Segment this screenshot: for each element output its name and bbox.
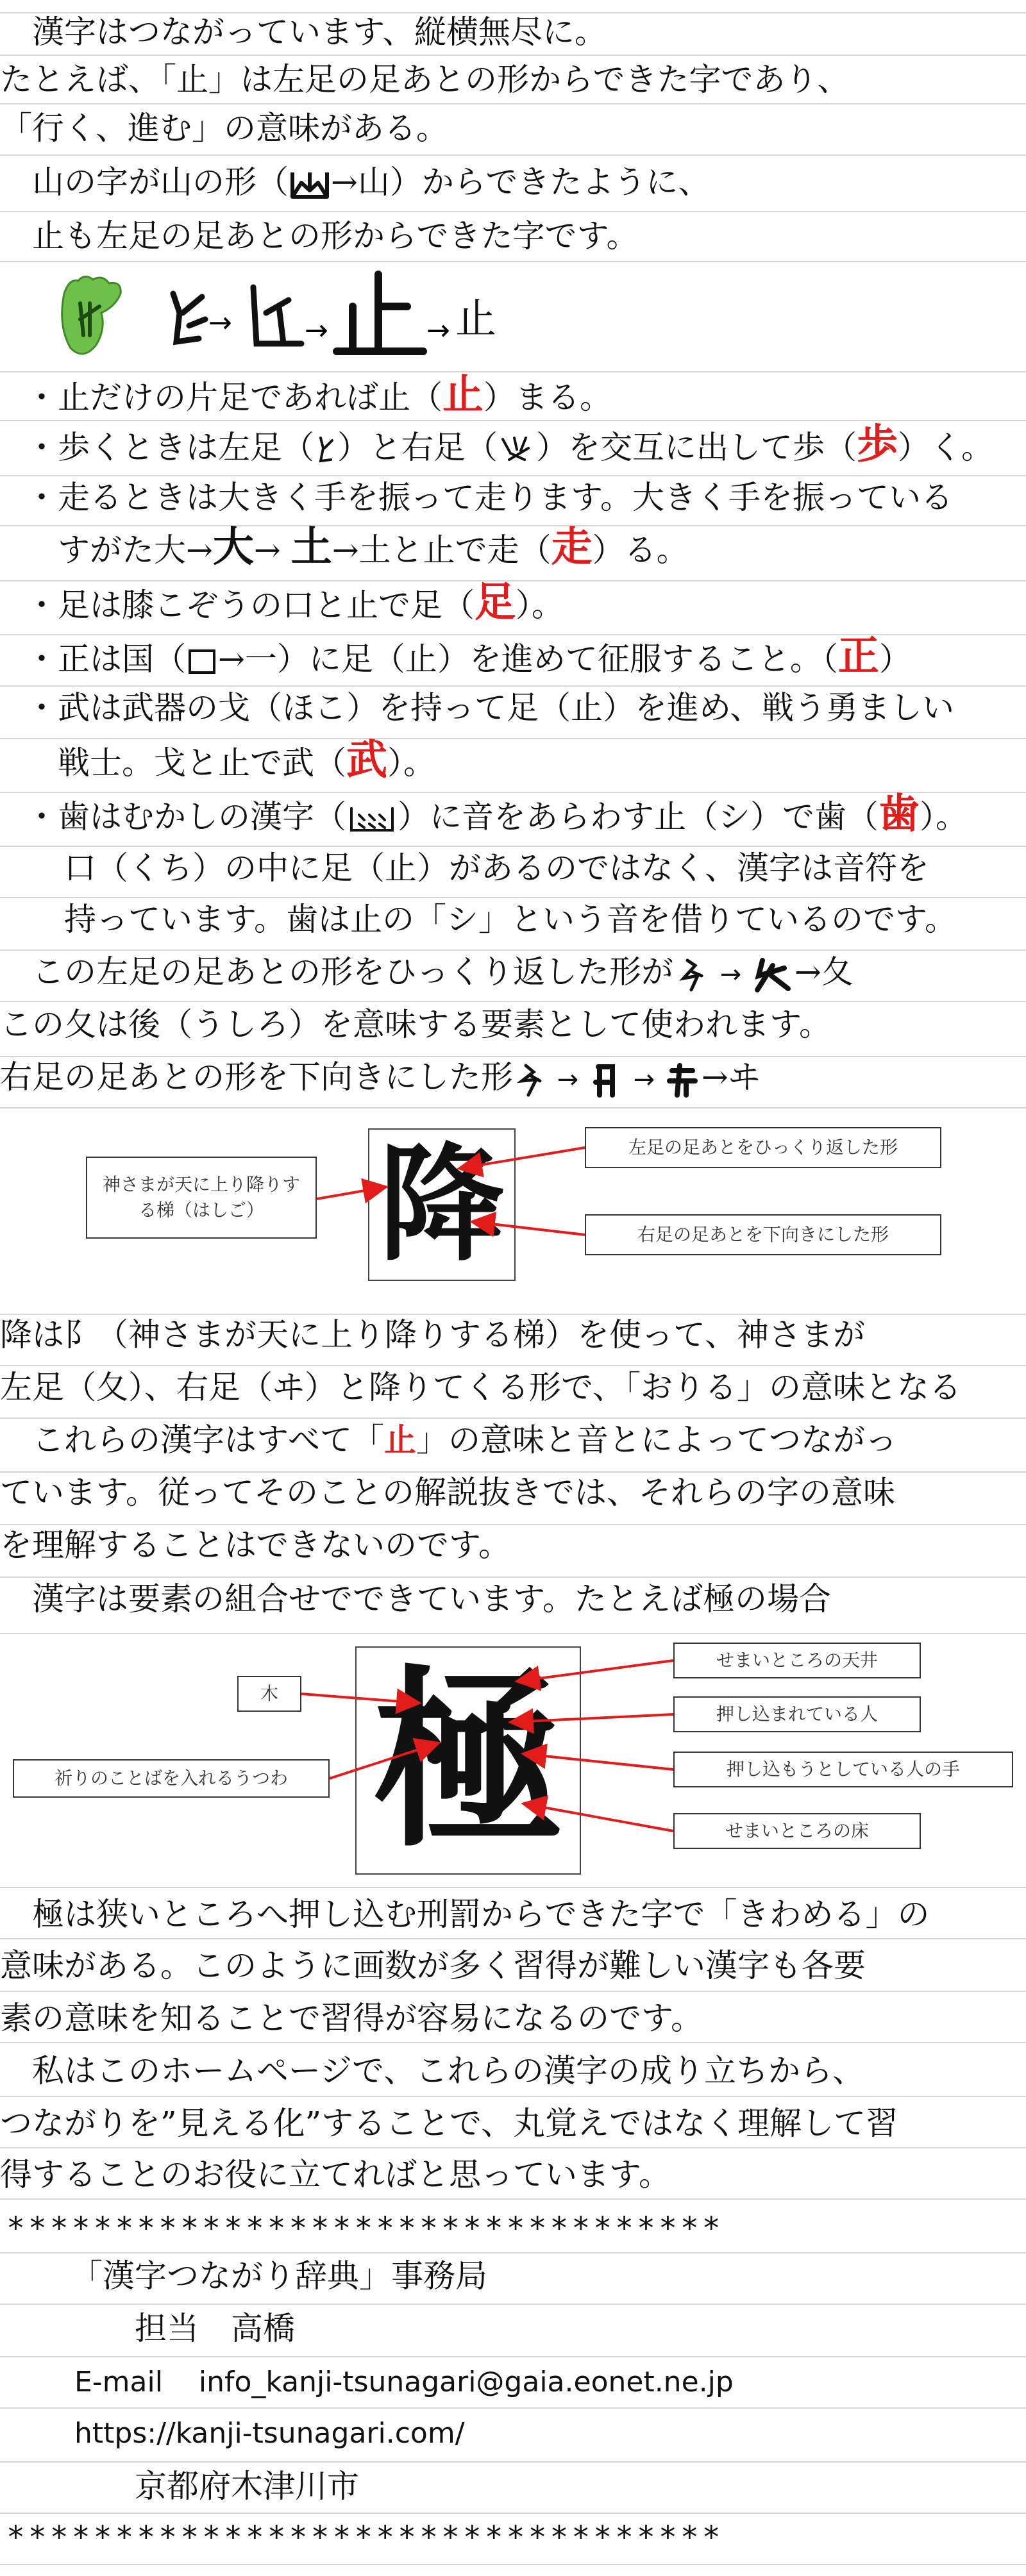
left-foot-glyph-icon xyxy=(314,434,337,466)
text-sui-meaning: この夂は後（うしろ）を意味する要素として使われます。 xyxy=(0,1006,831,1043)
footer-email-link[interactable]: info_kanji-tsunagari@gaia.eonet.ne.jp xyxy=(198,2366,734,2398)
kou-label-left-foot-flipped: 左足の足あとをひっくり返した形 xyxy=(585,1127,941,1168)
svg-text:→: → xyxy=(208,306,232,339)
right-foot-glyph-icon xyxy=(498,434,536,466)
text-kyoku-3: 素の意味を知ることで習得が容易になるのです。 xyxy=(0,2000,703,2037)
kyoku-label-hand: 押し込もうとしている人の手 xyxy=(673,1752,1013,1787)
text-line-2: たとえば、「止」は左足の足あとの形からできた字であり、 xyxy=(0,61,850,98)
foot-icon xyxy=(62,276,121,353)
kyoku-arrows xyxy=(0,1636,1026,1886)
kyoku-label-floor: せまいところの床 xyxy=(673,1813,921,1849)
bullet-ho: ・歩くときは左足（ ）と右足（ ）を交互に出して歩（歩）く。 xyxy=(26,421,993,469)
red-char-ho: 歩 xyxy=(857,421,898,469)
red-char-shi-teeth: 歯 xyxy=(879,790,920,838)
text-closing-2: つながりを”見える化”することで、丸覚えではなく理解して習 xyxy=(0,2105,898,2142)
red-char-bu: 武 xyxy=(346,736,387,784)
kou-label-ladder: 神さまが天に上り降りする梯（はしご） xyxy=(86,1157,317,1239)
kou-arrows xyxy=(0,1116,1026,1308)
footer-stars-top: ********************************* xyxy=(6,2211,724,2246)
text-line-4: 山の字が山の形（ →山）からできたように、 xyxy=(0,163,711,201)
bullet-soku: ・足は膝こぞうの口と止で足（足）。 xyxy=(26,578,564,626)
right-foot-down-glyph-2 xyxy=(587,1062,625,1098)
text-line-5: 止も左足の足あとの形からできた字です。 xyxy=(0,217,639,255)
footer-address: 京都府木津川市 xyxy=(135,2468,359,2505)
shi-evolution-svg xyxy=(45,268,686,364)
kyoku-label-ceiling: せまいところの天井 xyxy=(673,1643,921,1678)
bullet-shi-teeth-1: ・歯はむかしの漢字（ ）に音をあらわす止（シ）で歯（歯）。 xyxy=(26,790,968,838)
red-char-soku: 足 xyxy=(475,578,516,626)
text-flipped-left-foot: この左足の足あとの形をひっくり返した形が → →夂 xyxy=(0,954,854,992)
bullet-bu-1: ・武は武器の戈（ほこ）を持って足（止）を進め、戦う勇ましい xyxy=(26,689,954,726)
bullet-shi-teeth-3: 持っています。歯は止の「シ」という音を借りているのです。 xyxy=(64,901,957,938)
bullet-shi-teeth-2: 口（くち）の中に足（止）があるのではなく、漢字は音符を xyxy=(64,849,929,887)
bullet-sei: ・正は国（ →一）に足（止）を進めて征服すること。（正） xyxy=(26,632,911,680)
right-foot-down-glyph-3 xyxy=(663,1062,702,1098)
footer-url-link[interactable]: https://kanji-tsunagari.com/ xyxy=(74,2417,465,2450)
footer-email-row xyxy=(74,2364,734,2403)
flipped-foot-glyph-1 xyxy=(673,957,712,992)
text-line-1: 漢字はつながっています、縦横無尽に。 xyxy=(0,13,607,51)
text-conn-3: を理解することはできないのです。 xyxy=(0,1526,510,1564)
text-kou-1: 降は阝（神さまが天に上り降りする梯）を使って、神さまが xyxy=(0,1316,865,1353)
square-glyph-icon xyxy=(186,646,218,678)
text-line-3: 「行く、進む」の意味がある。 xyxy=(0,110,448,147)
text-kou-2: 左足（夂）、右足（ヰ）と降りてくる形で、「おりる」の意味となる xyxy=(0,1369,961,1406)
kou-char: 降 xyxy=(378,1131,505,1278)
diagram-kyoku xyxy=(0,1636,1026,1886)
text-kyoku-2: 意味がある。このように画数が多く習得が難しい漢字も各要 xyxy=(0,1947,866,1984)
kou-label-right-foot-down: 右足の足あとを下向きにした形 xyxy=(585,1214,941,1255)
red-char-sei: 正 xyxy=(837,632,879,680)
red-char-so: 走 xyxy=(551,523,593,571)
shi-evolution-sequence xyxy=(45,268,686,364)
text-right-foot-down: 右足の足あとの形を下向きにした形 → → →ヰ xyxy=(0,1059,761,1098)
kyoku-label-person: 押し込まれている人 xyxy=(673,1696,921,1732)
red-char-shi: 止 xyxy=(442,371,484,419)
text-conn-2: ています。従ってそのことの解説抜きでは、それらの字の意味 xyxy=(0,1474,895,1511)
footer-contact: 担当 高橋 xyxy=(135,2310,295,2347)
svg-text:→: → xyxy=(305,314,328,347)
kyoku-label-vessel: 祈りのことばを入れるうつわ xyxy=(13,1759,330,1798)
bullet-so-2: すがた大→大→ 土→土と止で走（走）る。 xyxy=(58,523,689,571)
text-kyoku-1: 極は狭いところへ押し込む刑罰からできた字で「きわめる」の xyxy=(0,1896,930,1933)
kyoku-label-ki: 木 xyxy=(237,1676,301,1712)
bullet-so-1: ・走るときは大きく手を振って走ります。大きく手を振っている xyxy=(26,479,953,516)
text-conn-1: これらの漢字はすべて「止」の意味と音とによってつながっ xyxy=(0,1421,897,1459)
footer-stars-bottom: ********************************* xyxy=(6,2520,724,2555)
footer-office: 「漢字つながり辞典」事務局 xyxy=(71,2257,487,2295)
svg-text:→: → xyxy=(426,314,450,347)
flipped-foot-glyph-2 xyxy=(750,957,795,992)
bullet-bu-2: 戦士。戈と止で武（武）。 xyxy=(58,736,435,784)
text-closing-3: 得することのお役に立てればと思っています。 xyxy=(0,2156,671,2193)
mountain-glyph-icon xyxy=(289,169,331,201)
footer-email-label: E-mail xyxy=(74,2366,163,2398)
text-closing-1: 私はこのホームページで、これらの漢字の成り立ちから、 xyxy=(0,2052,864,2089)
shi-final-char: 止 xyxy=(455,296,496,343)
kyoku-char: 極 xyxy=(372,1647,564,1873)
red-char-shi-conn: 止 xyxy=(384,1421,416,1459)
right-foot-down-glyph-1 xyxy=(513,1062,549,1098)
diagram-kou xyxy=(0,1116,1026,1308)
teeth-glyph-icon xyxy=(346,803,398,835)
bullet-shi: ・止だけの片足であれば止（止）まる。 xyxy=(26,371,612,419)
text-kyoku-intro: 漢字は要素の組合せでできています。たとえば極の場合 xyxy=(0,1580,831,1618)
